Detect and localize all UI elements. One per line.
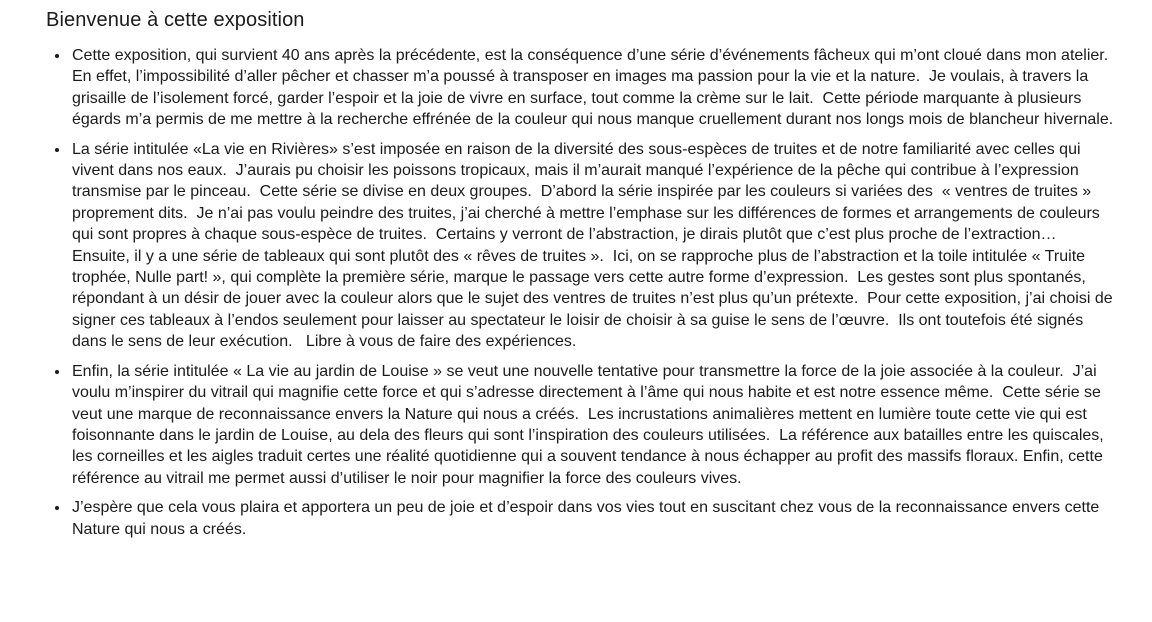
bullet-list: [46, 45, 1118, 540]
bullet-text-serie-rivieres: La série intitulée «La vie en Rivières» s’est imposée en raison de la diversité des sous-espèces de truites et de notre familiarité avec celles qui vivent dans nos eaux. J’aurais pu choisir les poissons tropicaux, mais il m’aurait manqué l’expérience de la pêche qui contribue à l’expression transmise par le pinceau. Cette série se divise en deux groupes. D’abord la série inspirée par les couleurs si variées des « ventres de truites » proprement dits. Je n’ai pas voulu peindre des truites, j’ai cherché à mettre l’emphase sur les différences de formes et arrangements de couleurs qui sont propres à chaque sous-espèce de truites. Certains y verront de l’abstraction, je dirais plutôt que c’est plus proche de l’extraction… Ensuite, il y a une série de tableaux qui sont plutôt des « rêves de truites ». Ici, on se rapproche plus de l’abstraction et la toile intitulée « Truite trophée, Nulle part! », qui complète la première série, marque le passage vers cette autre forme d’expression. Les gestes sont plus spontanés, répondant à un désir de jouer avec la couleur alors que le sujet des ventres de truites n’est plus qu’un prétexte. Pour cette exposition, j’ai choisi de signer ces tableaux à l’endos seulement pour laisser au spectateur le loisir de choisir à sa guise le sens de l’œuvre. Ils ont toutefois été signés dans le sens de leur exécution. Libre à vous de faire des expériences.: [72, 140, 1118, 351]
bullet-text-conclusion: J’espère que cela vous plaira et apportera un peu de joie et d’espoir dans vos vies tout en suscitant chez vous de la reconnaissance envers cette Nature qui nous a créés.: [72, 499, 1104, 538]
bullet-text-intro: Cette exposition, qui survient 40 ans après la précédente, est la conséquence d’une série d’événements fâcheux qui m’ont cloué dans mon atelier. En effet, l’impossibilité d’aller pêcher et chasser m’a poussé à transposer en images ma passion pour la vie et la nature. Je voulais, à travers la grisaille de l’isolement forcé, garder l’espoir et la joie de vivre en surface, tout comme la crème sur le lait. Cette période marquante à plusieurs égards m’a permis de me mettre à la recherche effrénée de la couleur qui nous manque cruellement durant nos longs mois de blancheur hivernale.: [72, 47, 1118, 129]
bullet-item: [70, 497, 1118, 540]
bullet-text-serie-jardin-louise: Enfin, la série intitulée « La vie au jardin de Louise » se veut une nouvelle tentative pour transmettre la force de la joie associée à la couleur. J’ai voulu m’inspirer du vitrail qui magnifie cette force et qui s’adresse directement à l’âme qui nous habite et est notre essence même. Cette série se veut une marque de reconnaissance envers la Nature qui nous a créés. Les incrustations animalières mettent en lumière toute cette vie qui est foisonnante dans le jardin de Louise, au dela des fleurs qui sont l’inspiration des couleurs utilisées. La référence aux batailles entre les quiscales, les corneilles et les aigles traduit certes une réalité quotidienne qui a souvent tendance à nous échapper au profit des massifs floraux. Enfin, cette référence au vitrail me permet aussi d’utiliser le noir pour magnifier la force des couleurs vives.: [72, 362, 1109, 487]
bullet-item: [70, 361, 1118, 489]
bullet-item: [70, 45, 1118, 131]
bullet-item: [70, 139, 1118, 353]
slide-title: Bienvenue à cette exposition: [46, 9, 305, 31]
